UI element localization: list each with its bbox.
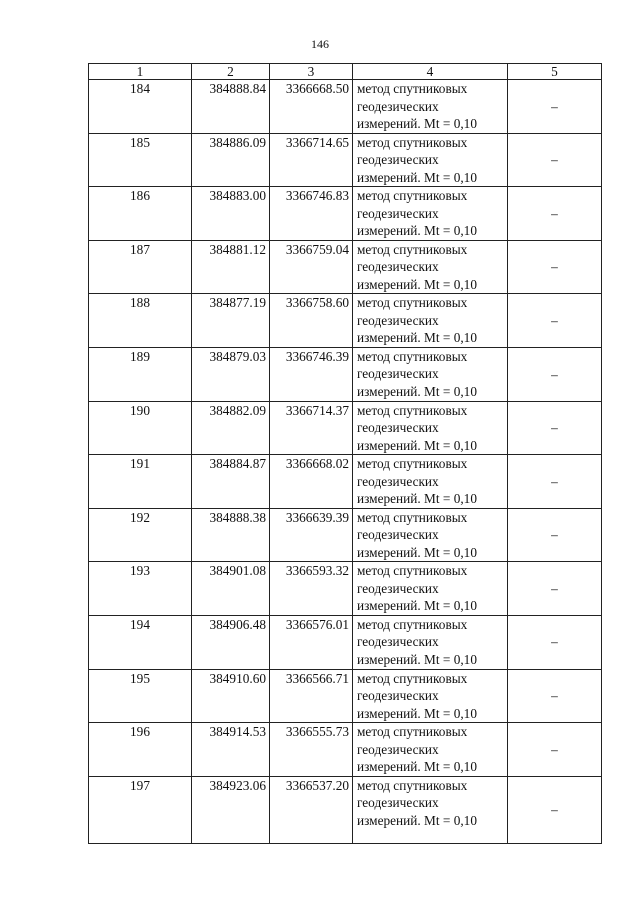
method-line: метод спутниковых <box>357 456 468 472</box>
column-header-5: 5 <box>508 64 602 80</box>
x-coordinate-cell: 384914.53 <box>192 723 270 777</box>
method-line: метод спутниковых <box>357 241 468 257</box>
method-cell <box>353 240 508 294</box>
method-line: метод спутниковых <box>357 616 468 632</box>
method-line: геодезических <box>357 527 439 543</box>
y-coordinate-cell: 3366537.20 <box>270 776 353 843</box>
method-line: измерений. Mt = 0,10 <box>357 544 477 560</box>
y-coordinate-cell: 3366668.50 <box>270 80 353 134</box>
point-number-cell: 184 <box>89 80 192 134</box>
y-coordinate-cell: 3366759.04 <box>270 240 353 294</box>
method-line: измерений. Mt = 0,10 <box>357 276 477 292</box>
note-cell: – <box>508 723 602 777</box>
method-line: измерений. Mt = 0,10 <box>357 383 477 399</box>
table-row <box>89 562 602 616</box>
method-cell <box>353 669 508 723</box>
method-line: геодезических <box>357 366 439 382</box>
method-cell <box>353 455 508 509</box>
y-coordinate-cell: 3366746.39 <box>270 347 353 401</box>
method-line: геодезических <box>357 473 439 489</box>
y-coordinate-cell: 3366593.32 <box>270 562 353 616</box>
method-cell <box>353 723 508 777</box>
note-cell: – <box>508 347 602 401</box>
note-cell: – <box>508 508 602 562</box>
table-row <box>89 401 602 455</box>
method-line: геодезических <box>357 688 439 704</box>
page-number: 146 <box>311 37 329 51</box>
note-cell: – <box>508 80 602 134</box>
note-cell: – <box>508 455 602 509</box>
method-line: измерений. Mt = 0,10 <box>357 116 477 131</box>
y-coordinate-cell: 3366555.73 <box>270 723 353 777</box>
method-line: измерений. Mt = 0,10 <box>357 812 477 828</box>
x-coordinate-cell: 384888.84 <box>192 80 270 134</box>
method-line: измерений. Mt = 0,10 <box>357 491 477 507</box>
note-cell: – <box>508 776 602 843</box>
note-cell: – <box>508 133 602 187</box>
point-number-cell: 191 <box>89 455 192 509</box>
table-row <box>89 455 602 509</box>
note-cell: – <box>508 187 602 241</box>
method-line: измерений. Mt = 0,10 <box>357 651 477 667</box>
method-line: геодезических <box>357 312 439 328</box>
table-body <box>89 80 602 844</box>
method-line: измерений. Mt = 0,10 <box>357 437 477 453</box>
y-coordinate-cell: 3366639.39 <box>270 508 353 562</box>
point-number-cell: 193 <box>89 562 192 616</box>
column-header-3: 3 <box>270 64 353 80</box>
method-line: геодезических <box>357 98 439 114</box>
method-line: измерений. Mt = 0,10 <box>357 330 477 346</box>
method-line: метод спутниковых <box>357 134 468 150</box>
method-line: измерений. Mt = 0,10 <box>357 705 477 721</box>
x-coordinate-cell: 384884.87 <box>192 455 270 509</box>
table-row <box>89 776 602 843</box>
point-number-cell: 188 <box>89 294 192 348</box>
table-row <box>89 615 602 669</box>
point-number-cell: 189 <box>89 347 192 401</box>
table-row <box>89 294 602 348</box>
method-cell <box>353 133 508 187</box>
note-cell: – <box>508 669 602 723</box>
note-cell: – <box>508 240 602 294</box>
point-number-cell: 197 <box>89 776 192 843</box>
x-coordinate-cell: 384886.09 <box>192 133 270 187</box>
method-cell <box>353 776 508 843</box>
method-line: геодезических <box>357 580 439 596</box>
method-line: метод спутниковых <box>357 348 468 364</box>
y-coordinate-cell: 3366668.02 <box>270 455 353 509</box>
method-cell <box>353 615 508 669</box>
method-line: метод спутниковых <box>357 724 468 740</box>
method-line: измерений. Mt = 0,10 <box>357 169 477 185</box>
column-header-1: 1 <box>89 64 192 80</box>
note-cell: – <box>508 562 602 616</box>
y-coordinate-cell: 3366714.65 <box>270 133 353 187</box>
table-row <box>89 723 602 777</box>
table-row <box>89 669 602 723</box>
y-coordinate-cell: 3366566.71 <box>270 669 353 723</box>
method-cell <box>353 80 508 134</box>
column-header-4: 4 <box>353 64 508 80</box>
x-coordinate-cell: 384906.48 <box>192 615 270 669</box>
point-number-cell: 196 <box>89 723 192 777</box>
method-line: метод спутниковых <box>357 81 468 96</box>
method-line: метод спутниковых <box>357 402 468 418</box>
method-line: геодезических <box>357 205 439 221</box>
method-line: геодезических <box>357 795 439 811</box>
y-coordinate-cell: 3366746.83 <box>270 187 353 241</box>
point-number-cell: 186 <box>89 187 192 241</box>
method-cell <box>353 294 508 348</box>
method-line: измерений. Mt = 0,10 <box>357 759 477 775</box>
method-cell <box>353 187 508 241</box>
method-cell <box>353 347 508 401</box>
method-line: геодезических <box>357 634 439 650</box>
x-coordinate-cell: 384901.08 <box>192 562 270 616</box>
x-coordinate-cell: 384882.09 <box>192 401 270 455</box>
method-cell <box>353 562 508 616</box>
x-coordinate-cell: 384923.06 <box>192 776 270 843</box>
coordinates-table <box>88 63 602 844</box>
x-coordinate-cell: 384881.12 <box>192 240 270 294</box>
x-coordinate-cell: 384883.00 <box>192 187 270 241</box>
point-number-cell: 195 <box>89 669 192 723</box>
note-cell: – <box>508 615 602 669</box>
method-line: геодезических <box>357 152 439 168</box>
table-header-row <box>89 64 602 80</box>
x-coordinate-cell: 384888.38 <box>192 508 270 562</box>
method-line: измерений. Mt = 0,10 <box>357 223 477 239</box>
method-line: геодезических <box>357 259 439 275</box>
method-line: метод спутниковых <box>357 777 468 793</box>
y-coordinate-cell: 3366714.37 <box>270 401 353 455</box>
table-row <box>89 133 602 187</box>
table-row <box>89 508 602 562</box>
method-line: метод спутниковых <box>357 295 468 311</box>
method-line: измерений. Mt = 0,10 <box>357 598 477 614</box>
table-row <box>89 240 602 294</box>
point-number-cell: 194 <box>89 615 192 669</box>
method-cell <box>353 401 508 455</box>
column-header-2: 2 <box>192 64 270 80</box>
table-row <box>89 347 602 401</box>
method-line: геодезических <box>357 741 439 757</box>
table-row <box>89 80 602 134</box>
y-coordinate-cell: 3366758.60 <box>270 294 353 348</box>
note-cell: – <box>508 294 602 348</box>
point-number-cell: 187 <box>89 240 192 294</box>
point-number-cell: 190 <box>89 401 192 455</box>
method-line: метод спутниковых <box>357 670 468 686</box>
table-row <box>89 187 602 241</box>
point-number-cell: 192 <box>89 508 192 562</box>
x-coordinate-cell: 384877.19 <box>192 294 270 348</box>
x-coordinate-cell: 384910.60 <box>192 669 270 723</box>
y-coordinate-cell: 3366576.01 <box>270 615 353 669</box>
point-number-cell: 185 <box>89 133 192 187</box>
method-line: метод спутниковых <box>357 509 468 525</box>
method-line: метод спутниковых <box>357 188 468 204</box>
note-cell: – <box>508 401 602 455</box>
x-coordinate-cell: 384879.03 <box>192 347 270 401</box>
method-line: геодезических <box>357 420 439 436</box>
method-line: метод спутниковых <box>357 563 468 579</box>
method-cell <box>353 508 508 562</box>
